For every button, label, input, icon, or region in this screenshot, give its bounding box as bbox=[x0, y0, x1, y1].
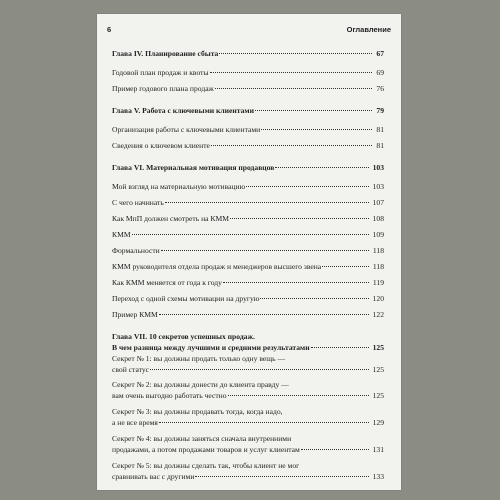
toc-entry-title: Секрет № 5: вы должны сделать так, чтобы клиент не мог bbox=[112, 461, 300, 470]
toc-entry[interactable] bbox=[112, 245, 384, 256]
toc-entry-title: Секрет № 1: вы должны продать только одну вещь — bbox=[112, 354, 286, 363]
toc-entry-title: С чего начинать bbox=[112, 198, 164, 207]
toc-chapter-entry[interactable] bbox=[112, 331, 384, 353]
toc-entry-title: вам очень выгодно работать честно bbox=[112, 391, 227, 400]
toc-entry-title: Мой взгляд на материальную мотивацию bbox=[112, 182, 246, 191]
toc-page-number: 103 bbox=[372, 182, 384, 191]
dot-leader bbox=[165, 202, 369, 203]
toc-entry-line bbox=[112, 342, 384, 353]
running-title: Оглавление bbox=[346, 25, 391, 34]
dot-leader bbox=[322, 266, 369, 267]
toc-entry-title: Годовой план продаж и квоты bbox=[112, 68, 209, 77]
toc-entry-title: свой статус bbox=[112, 365, 150, 374]
toc-entry-title: КММ руководителя отдела продаж и менеджеров высшего звена bbox=[112, 262, 322, 271]
toc-page-number: 122 bbox=[372, 310, 384, 319]
dot-leader bbox=[219, 53, 372, 54]
toc-entry-line bbox=[112, 162, 384, 173]
dot-leader bbox=[260, 298, 368, 299]
toc-entry-title: Как КММ меняется от года к году bbox=[112, 278, 222, 287]
toc-entry-line bbox=[112, 364, 384, 375]
toc-entry-line bbox=[112, 181, 384, 192]
dot-leader bbox=[195, 476, 368, 477]
toc-entry-line bbox=[112, 390, 384, 401]
toc-entry-line bbox=[112, 444, 384, 455]
dot-leader bbox=[159, 314, 369, 315]
toc-page-number: 67 bbox=[376, 49, 384, 58]
toc-entry-line bbox=[112, 197, 384, 208]
toc-entry[interactable] bbox=[112, 277, 384, 288]
toc-entry-line bbox=[112, 379, 384, 390]
toc-entry-line bbox=[112, 229, 384, 240]
dot-leader bbox=[132, 234, 369, 235]
toc-entry-line bbox=[112, 417, 384, 428]
toc-entry-title: Организация работы с ключевыми клиентами bbox=[112, 125, 261, 134]
toc-entry-line bbox=[112, 124, 384, 135]
toc-entry-line bbox=[112, 277, 384, 288]
toc-entry[interactable] bbox=[112, 261, 384, 272]
toc-entry-line bbox=[112, 67, 384, 78]
toc-entry-title: продажами, а потом продажами товаров и услуг клиентам bbox=[112, 445, 300, 454]
toc-page-number: 76 bbox=[376, 84, 384, 93]
toc-page-number: 118 bbox=[372, 262, 384, 271]
toc-chapter-entry[interactable] bbox=[112, 48, 384, 59]
toc-entry[interactable] bbox=[112, 406, 384, 428]
dot-leader bbox=[210, 72, 373, 73]
toc-page-number: 118 bbox=[372, 246, 384, 255]
toc-page-number: 109 bbox=[372, 230, 384, 239]
dot-leader bbox=[230, 218, 369, 219]
dot-leader bbox=[261, 129, 372, 130]
toc-entry[interactable] bbox=[112, 181, 384, 192]
toc-entry[interactable] bbox=[112, 293, 384, 304]
toc-entry[interactable] bbox=[112, 353, 384, 375]
toc-entry-line bbox=[112, 48, 384, 59]
toc-entry-line bbox=[112, 353, 384, 364]
toc-entry[interactable] bbox=[112, 213, 384, 224]
toc-entry[interactable] bbox=[112, 309, 384, 320]
toc-chapter-entry[interactable] bbox=[112, 162, 384, 173]
toc-entry-title: Пример годового плана продаж bbox=[112, 84, 214, 93]
toc-entry-title: Пример КММ bbox=[112, 310, 158, 319]
toc-entry-title: КММ bbox=[112, 230, 131, 239]
toc-entry[interactable] bbox=[112, 67, 384, 78]
page-header bbox=[107, 25, 391, 37]
dot-leader bbox=[301, 449, 369, 450]
toc-entry-line bbox=[112, 406, 384, 417]
toc-page-number: 79 bbox=[376, 106, 384, 115]
toc-entry-title: Как МпП должен смотреть на КММ bbox=[112, 214, 229, 223]
toc-page-number: 81 bbox=[376, 141, 384, 150]
toc-entry-line bbox=[112, 471, 384, 482]
toc-entry[interactable] bbox=[112, 229, 384, 240]
dot-leader bbox=[159, 422, 369, 423]
toc-entry[interactable] bbox=[112, 433, 384, 455]
dot-leader bbox=[150, 369, 369, 370]
toc-page-number: 133 bbox=[372, 472, 384, 481]
toc-entry-line bbox=[112, 309, 384, 320]
toc-entry-title: Глава V. Работа с ключевыми клиентами bbox=[112, 106, 254, 115]
toc-entry[interactable] bbox=[112, 379, 384, 401]
toc-entry-line bbox=[112, 213, 384, 224]
toc-entry-title: Глава VII. 10 секретов успешных продаж. bbox=[112, 332, 255, 341]
dot-leader bbox=[223, 282, 369, 283]
toc-entry-title: Секрет № 4: вы должны заняться сначала внутренними bbox=[112, 434, 292, 443]
dot-leader bbox=[311, 347, 369, 348]
toc-entry[interactable] bbox=[112, 197, 384, 208]
toc-entry-line bbox=[112, 331, 384, 342]
toc-page-number: 125 bbox=[372, 343, 384, 352]
dot-leader bbox=[275, 167, 368, 168]
toc-page-number: 107 bbox=[372, 198, 384, 207]
toc-entry-line bbox=[112, 293, 384, 304]
page-number: 6 bbox=[107, 25, 112, 34]
toc-page-number: 120 bbox=[372, 294, 384, 303]
toc-entry-title: Глава VI. Материальная мотивация продавцов bbox=[112, 163, 275, 172]
dot-leader bbox=[161, 250, 369, 251]
dot-leader bbox=[255, 110, 372, 111]
toc-entry-title: Формальности bbox=[112, 246, 160, 255]
toc-entry-title: В чем разница между лучшими и средними результатами bbox=[112, 343, 310, 352]
toc-page-number: 125 bbox=[372, 365, 384, 374]
toc-chapter-entry[interactable] bbox=[112, 105, 384, 116]
dot-leader bbox=[246, 186, 368, 187]
toc-entry-line bbox=[112, 245, 384, 256]
toc-entry-line bbox=[112, 140, 384, 151]
toc-entry-line bbox=[112, 433, 384, 444]
toc-page-number: 69 bbox=[376, 68, 384, 77]
toc-entry-title: Переход с одной схемы мотивации на другую bbox=[112, 294, 260, 303]
dot-leader bbox=[215, 88, 373, 89]
toc-entry-line bbox=[112, 460, 384, 471]
toc-entry-title: сравнивать вас с другими bbox=[112, 472, 195, 481]
toc-page-number: 81 bbox=[376, 125, 384, 134]
toc-entry[interactable] bbox=[112, 83, 384, 94]
toc-page-number: 131 bbox=[372, 445, 384, 454]
book-page bbox=[97, 14, 401, 490]
toc-entry-title: Сведения о ключевом клиенте bbox=[112, 141, 210, 150]
toc-entry[interactable] bbox=[112, 140, 384, 151]
toc-entry[interactable] bbox=[112, 460, 384, 482]
toc-entry-line bbox=[112, 83, 384, 94]
toc-page-number: 119 bbox=[372, 278, 384, 287]
toc-entry-title: а не все время bbox=[112, 418, 158, 427]
toc-entry-title: Глава IV. Планирование сбыта bbox=[112, 49, 219, 58]
dot-leader bbox=[228, 395, 369, 396]
toc-entry-line bbox=[112, 105, 384, 116]
toc-entry-line bbox=[112, 261, 384, 272]
toc-entry-title: Секрет № 2: вы должны донести до клиента правду — bbox=[112, 380, 289, 389]
toc-page-number: 103 bbox=[372, 163, 384, 172]
toc-entry-title: Секрет № 3: вы должны продавать тогда, когда надо, bbox=[112, 407, 283, 416]
toc-page-number: 129 bbox=[372, 418, 384, 427]
toc-page-number: 108 bbox=[372, 214, 384, 223]
toc-entry[interactable] bbox=[112, 124, 384, 135]
dot-leader bbox=[211, 145, 372, 146]
toc-page-number: 125 bbox=[372, 391, 384, 400]
